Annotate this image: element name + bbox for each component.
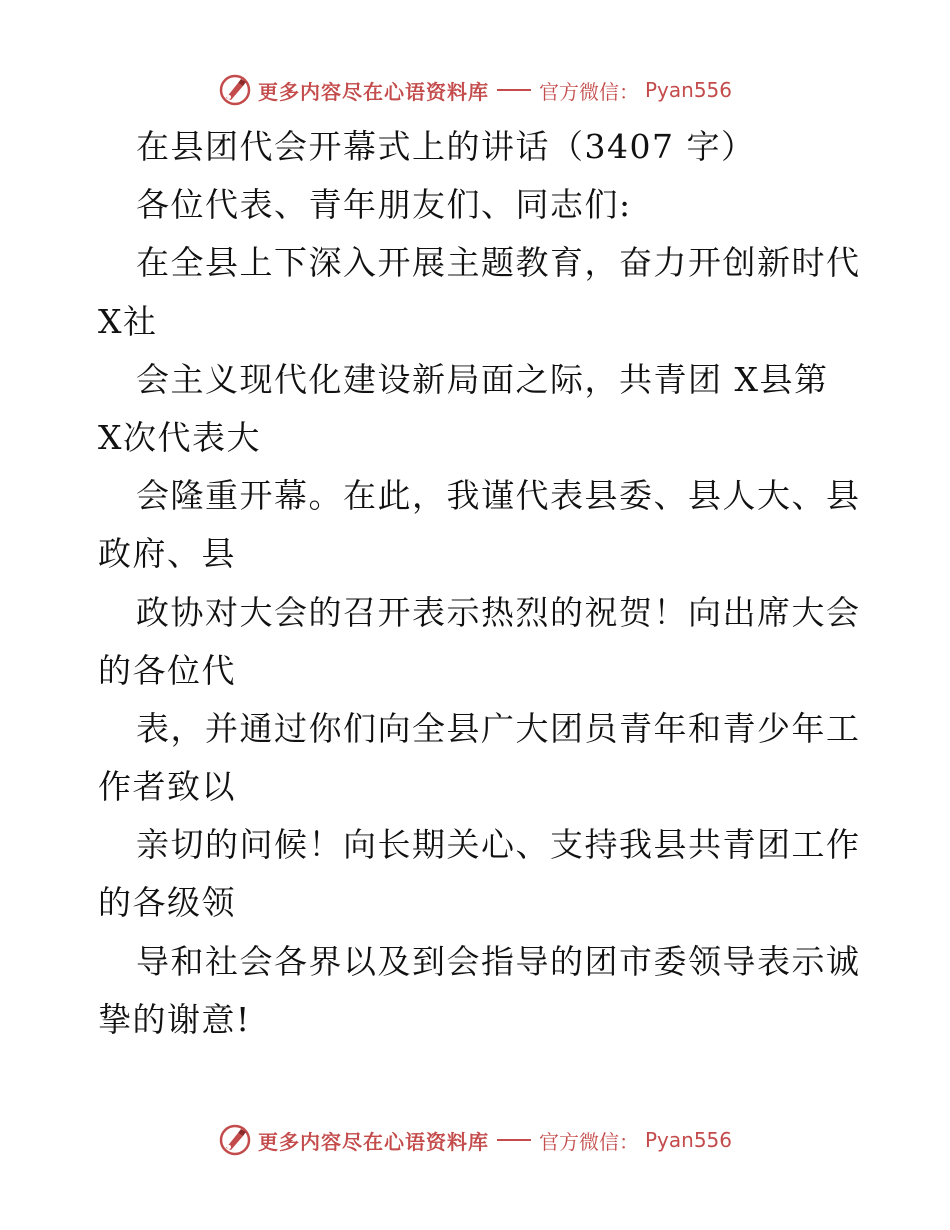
banner-dash xyxy=(497,89,531,91)
paragraph-line: 的各级领 xyxy=(98,883,236,923)
paragraph-line: 会主义现代化建设新局面之际，共青团 X县第 xyxy=(136,359,829,399)
banner-wechat-id: Pyan556 xyxy=(644,1128,732,1152)
pen-logo-icon xyxy=(218,73,252,107)
banner-wechat-label: 官方微信： xyxy=(538,79,639,104)
paragraph-line: X次代表大 xyxy=(98,417,261,457)
paragraph-line: 在全县上下深入开展主题教育，奋力开创新时代 xyxy=(136,243,861,283)
paragraph-line: 作者致以 xyxy=(98,767,236,807)
paragraph-line: 导和社会各界以及到会指导的团市委领导表示诚 xyxy=(136,941,861,981)
paragraph-line: 政府、县 xyxy=(98,534,236,574)
paragraph-line: 亲切的问候！向长期关心、支持我县共青团工作 xyxy=(136,825,861,865)
paragraph-line: 挚的谢意! xyxy=(98,999,251,1039)
banner-title: 更多内容尽在心语资料库 xyxy=(257,79,489,104)
paragraph-line: 的各位代 xyxy=(98,650,236,690)
header-banner xyxy=(0,70,950,110)
banner-wechat-id: Pyan556 xyxy=(644,78,732,102)
document-title: 在县团代会开幕式上的讲话（3407 字） xyxy=(136,127,756,166)
banner-dash xyxy=(497,1139,531,1141)
paragraph-line: X社 xyxy=(98,301,158,341)
paragraph-line: 政协对大会的召开表示热烈的祝贺！向出席大会 xyxy=(136,592,861,632)
banner-title: 更多内容尽在心语资料库 xyxy=(257,1129,489,1154)
paragraph-line: 表，并通过你们向全县广大团员青年和青少年工 xyxy=(136,708,861,748)
salutation: 各位代表、青年朋友们、同志们: xyxy=(136,185,632,225)
document-body xyxy=(98,118,861,1049)
banner-wechat-label: 官方微信： xyxy=(538,1129,639,1154)
pen-logo-icon xyxy=(218,1123,252,1157)
footer-banner xyxy=(0,1120,950,1160)
paragraph-line: 会隆重开幕。在此，我谨代表县委、县人大、县 xyxy=(136,476,861,516)
